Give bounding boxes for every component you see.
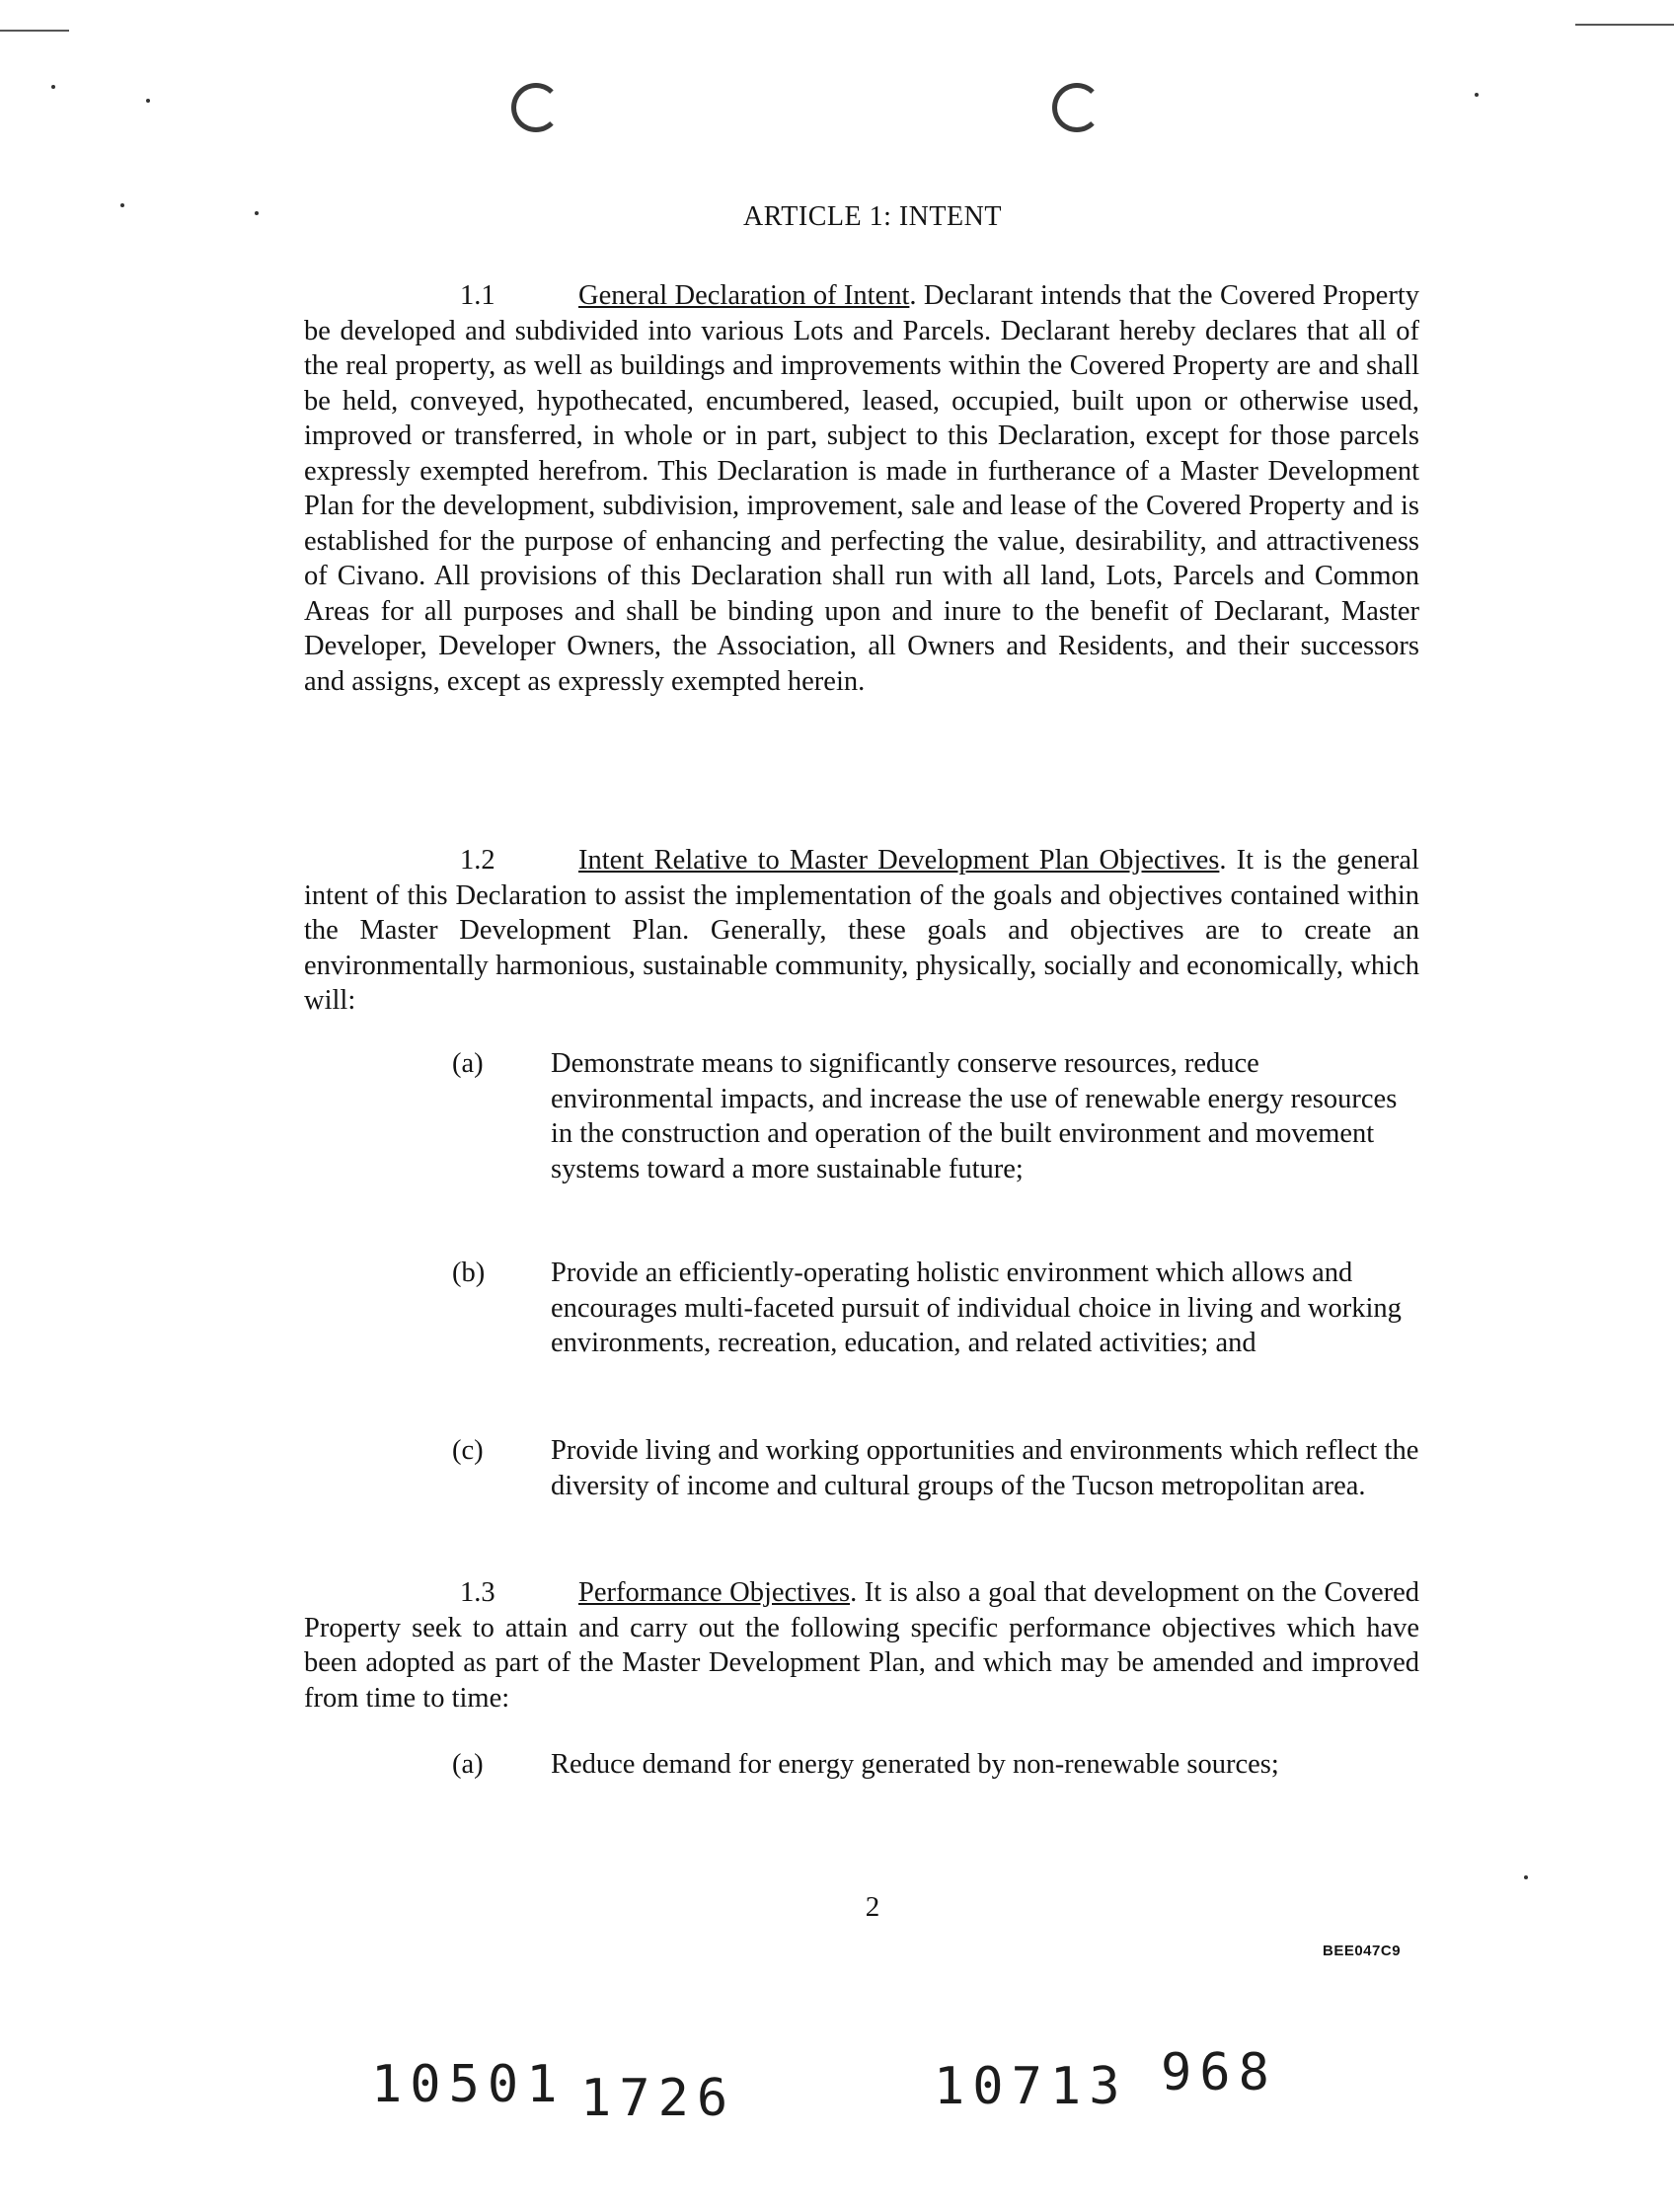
list-item-label: (c) — [452, 1435, 484, 1466]
list-item-label: (a) — [452, 1048, 484, 1079]
section-title: General Declaration of Intent — [578, 280, 910, 311]
page-number: 2 — [865, 1891, 880, 1923]
section-text: . It is also a goal that development on the Covered Property seek to attain and carry out the following specific performance objectives which have been adopted as part of the Master Development Plan, and which may be amended and improved from time to time: — [304, 1577, 1419, 1714]
list-item-text: Reduce demand for energy generated by non-renewable sources; — [551, 1749, 1279, 1780]
section-number: 1.1 — [460, 280, 495, 311]
document-code: BEE047C9 — [1323, 1943, 1402, 1959]
section-title: Performance Objectives — [578, 1577, 851, 1608]
section-number: 1.3 — [460, 1577, 495, 1608]
scan-speck — [51, 85, 55, 89]
list-item — [452, 1747, 1419, 1783]
scan-speck — [1475, 93, 1479, 97]
section-1-3 — [304, 1575, 1419, 1716]
punch-hole-left — [511, 83, 561, 132]
scan-edge-line-right — [1575, 24, 1674, 26]
list-item — [452, 1433, 1419, 1503]
list-item-label: (a) — [452, 1749, 484, 1780]
article-heading: ARTICLE 1: INTENT — [743, 201, 1002, 232]
section-number: 1.2 — [460, 845, 495, 876]
section-text: . It is the general intent of this Declaration to assist the implementation of the goals and objectives contained within the Master Development Plan. Generally, these goals and objectives are to create an environmentally harmonious, sustainable community, physically, socially and economically, which will: — [304, 845, 1419, 1016]
section-text: . Declarant intends that the Covered Property be developed and subdivided into various Lots and Parcels. Declarant hereby declares that all of the real property, as well as buildings and improvements within the Covered Property are and shall be held, conveyed, hypothecated, encumbered, leased, occupied, built upon or otherwise used, improved or transferred, in whole or in part, subject to this Declaration, except for those parcels expressly exempted herefrom. This Declaration is made in furtherance of a Master Development Plan for the development, subdivision, improvement, sale and lease of the Covered Property and is established for the purpose of enhancing and perfecting the value, desirability, and attractiveness of Civano. All provisions of this Declaration shall run with all land, Lots, Parcels and Common Areas for all purposes and shall be binding upon and inure to the benefit of Declarant, Master Developer, Developer Owners, the Association, all Owners and Residents, and their successors and assigns, except as expressly exempted herein. — [304, 280, 1419, 697]
section-title: Intent Relative to Master Development Plan Objectives — [578, 845, 1220, 876]
recording-stamp: 968 — [1161, 2043, 1277, 2102]
list-item-text: Provide living and working opportunities and environments which reflect the diversity of income and cultural groups of the Tucson metropolitan area. — [551, 1435, 1419, 1501]
scan-edge-line-left — [0, 30, 69, 32]
scan-speck — [146, 99, 150, 103]
section-1-2 — [304, 843, 1419, 1019]
list-item-text: Provide an efficiently-operating holistic environment which allows and encourages multi-faceted pursuit of individual choice in living and working environments, recreation, education, and related activities; and — [551, 1258, 1402, 1358]
punch-hole-right — [1052, 83, 1102, 132]
recording-stamp: 1726 — [580, 2069, 736, 2128]
section-1-1 — [304, 278, 1419, 699]
recording-stamp: 10501 — [371, 2055, 566, 2114]
list-item — [452, 1256, 1419, 1361]
list-item-label: (b) — [452, 1258, 486, 1288]
recording-stamp: 10713 — [934, 2057, 1128, 2116]
list-item-text: Demonstrate means to significantly conserve resources, reduce environmental impacts, and increase the use of renewable energy resources in the construction and operation of the built environment and movement systems toward a more sustainable future; — [551, 1048, 1398, 1184]
scan-speck — [1524, 1875, 1528, 1879]
list-item — [452, 1046, 1419, 1186]
